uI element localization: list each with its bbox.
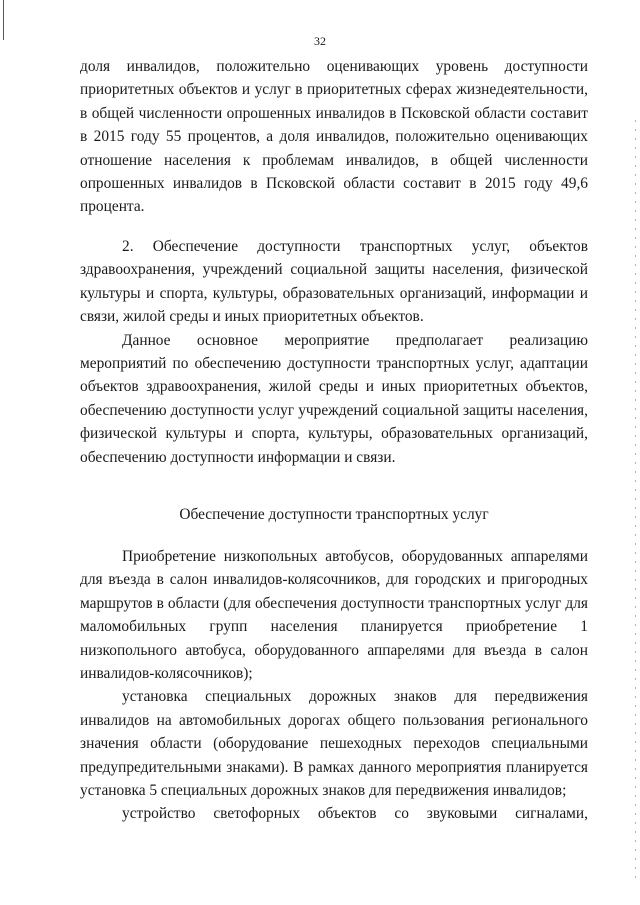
transport-measures [80,545,588,826]
list-item: Приобретение низкопольных автобусов, оборудованных аппарелями для въезда в салон инвалидов-колясочников, для городских и пригородных маршрутов в области (для обеспечения доступности транспортных услуг для маломобильных групп населения планируется приобретение 1 низкопольного автобуса, оборудованного аппарелями для въезда в салон инвалидов-колясочников); [80,548,588,683]
section-2 [80,235,588,469]
page-number: 32 [314,34,326,48]
subheading: Обеспечение доступности транспортных услуг [179,506,489,523]
paragraph: доля инвалидов, положительно оценивающих уровень доступности приоритетных объектов и услуг в приоритетных сферах жизнедеятельности, в общей численности опрошенных инвалидов в Псковской области составит в 2015 году 55 процентов, а доля инвалидов, положительно оценивающих отношение населения к проблемам инвалидов, в общей численности опрошенных инвалидов в Псковской области составит в 2015 году 49,6 процента. [80,58,588,216]
paragraph-indicators-end [80,55,588,219]
scan-edge-dots [635,120,636,880]
section-2-title: 2. Обеспечение доступности транспортных услуг, объектов здравоохранения, учреждений социальной защиты населения, физической культуры и спорта, культуры, образовательных организаций, информации и связи, жилой среды и иных приоритетных объектов. [80,238,588,326]
section-2-description: Данное основное мероприятие предполагает реализацию мероприятий по обеспечению доступности транспортных услуг, адаптации объектов здравоохранения, жилой среды и иных приоритетных объектов, обеспечению доступности услуг учреждений социальной защиты населения, физической культуры и спорта, культуры, образовательных организаций, обеспечению доступности информации и связи. [80,331,588,466]
list-item: установка специальных дорожных знаков для передвижения инвалидов на автомобильных дорогах общего пользования регионального значения области (оборудование пешеходных переходов специальными предупредительными знаками). В рамках данного мероприятия планируется установка 5 специальных дорожных знаков для передвижения инвалидов; [80,688,588,800]
list-item: устройство светофорных объектов со звуковыми сигналами, [122,805,588,823]
